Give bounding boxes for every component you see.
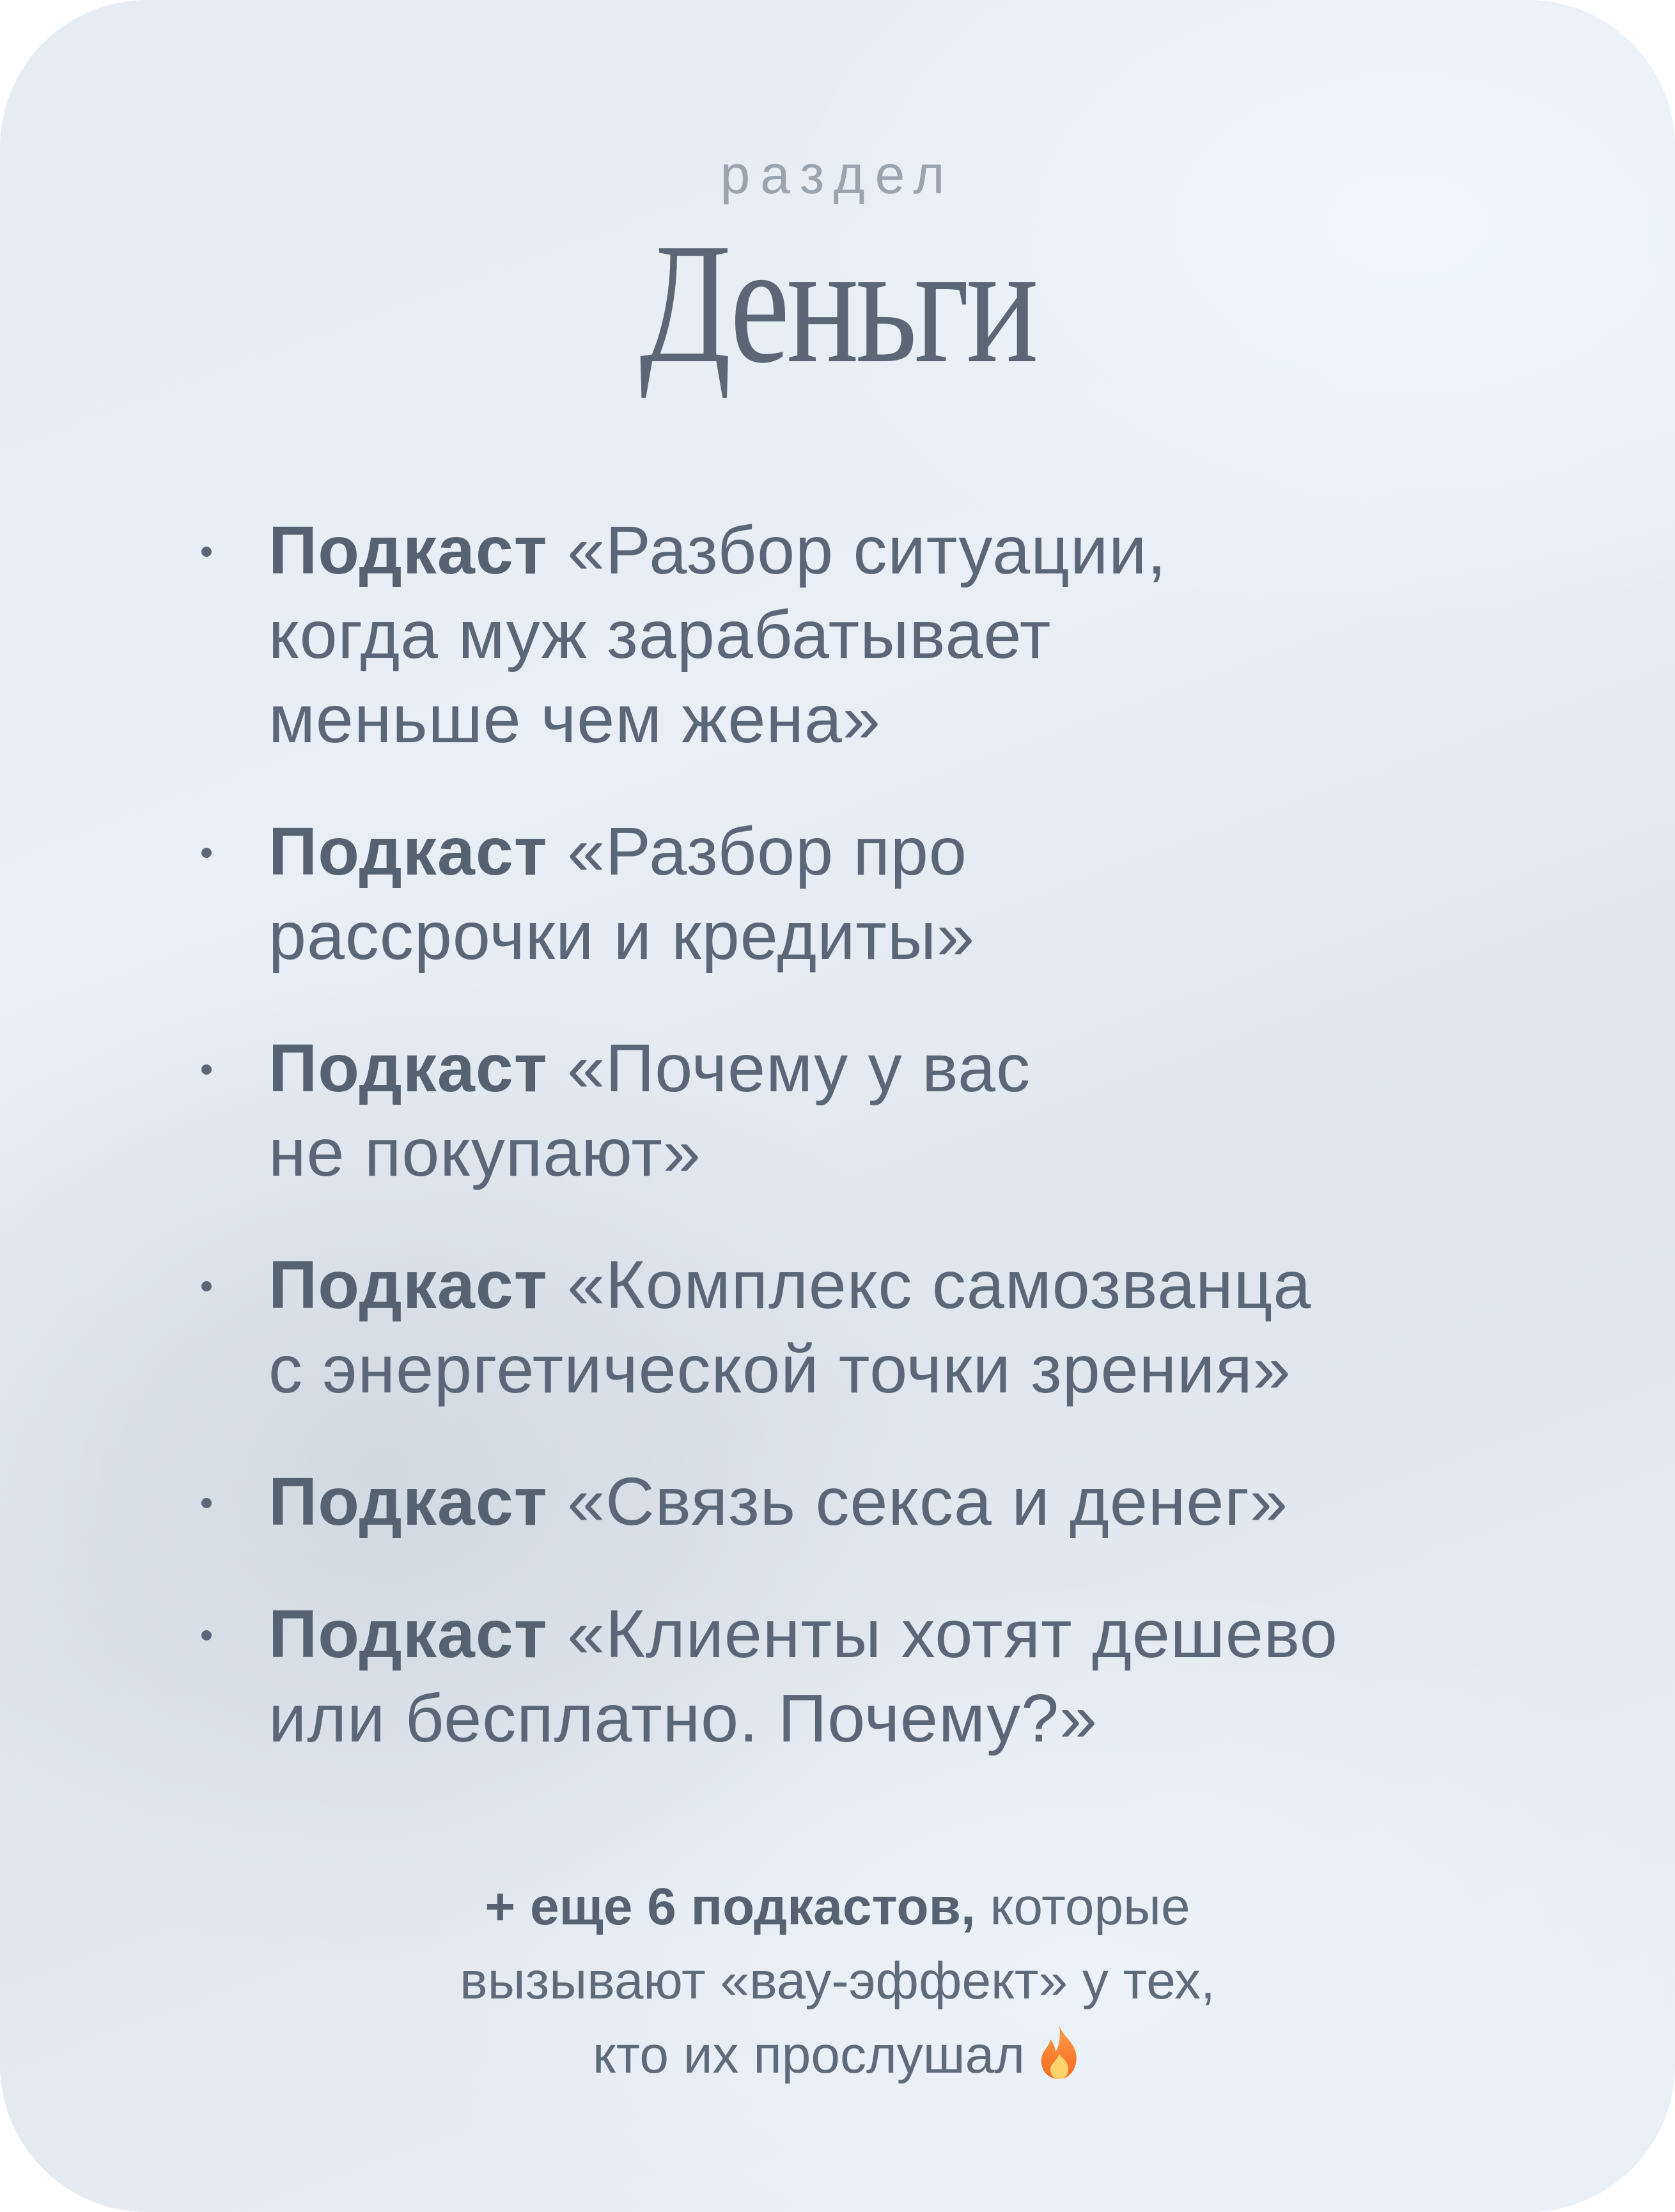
footer-text: которые: [990, 1878, 1190, 1936]
footer-text: кто их прослушал: [592, 2026, 1025, 2084]
item-label: Подкаст: [269, 513, 548, 588]
item-text-line: не покупают»: [269, 1115, 701, 1190]
item-text-line: когда муж зарабатывает: [269, 597, 1052, 673]
list-item: [269, 508, 1509, 761]
bullet-icon: [201, 1630, 212, 1640]
podcast-list: [269, 508, 1509, 1809]
item-label: Подкаст: [269, 1031, 548, 1106]
bullet-icon: [201, 1498, 212, 1508]
list-item: [269, 1592, 1509, 1761]
bullet-icon: [201, 1064, 212, 1075]
list-item: [269, 1460, 1509, 1544]
footer-note: [0, 1870, 1675, 2092]
item-text-line: «Почему у вас: [567, 1031, 1031, 1106]
item-text-line: «Клиенты хотят дешево: [567, 1596, 1338, 1672]
bullet-icon: [201, 848, 212, 858]
item-label: Подкаст: [269, 1596, 548, 1672]
item-label: Подкаст: [269, 814, 548, 889]
bullet-icon: [201, 1281, 212, 1291]
fire-icon: [1036, 2024, 1082, 2080]
item-text-line: «Разбор про: [567, 814, 967, 889]
item-text-line: меньше чем жена»: [269, 682, 881, 757]
item-text-line: «Комплекс самозванца: [567, 1247, 1312, 1323]
item-label: Подкаст: [269, 1247, 548, 1323]
item-text-line: с энергетической точки зрения»: [269, 1332, 1291, 1407]
footer-highlight: + еще 6 подкастов,: [485, 1878, 976, 1936]
section-title: Деньги: [639, 208, 1036, 399]
bullet-icon: [201, 547, 212, 557]
item-text-line: или бесплатно. Почему?»: [269, 1681, 1098, 1756]
item-text-line: «Разбор ситуации,: [567, 513, 1167, 588]
list-item: [269, 809, 1509, 978]
list-item: [269, 1243, 1509, 1412]
item-text-line: «Связь секса и денег»: [567, 1464, 1288, 1539]
footer-text: вызывают «вау-эффект» у тех,: [460, 1952, 1215, 2010]
item-text-line: рассрочки и кредиты»: [269, 898, 976, 974]
list-item: [269, 1026, 1509, 1195]
item-label: Подкаст: [269, 1464, 548, 1539]
section-eyebrow: раздел: [720, 144, 955, 205]
